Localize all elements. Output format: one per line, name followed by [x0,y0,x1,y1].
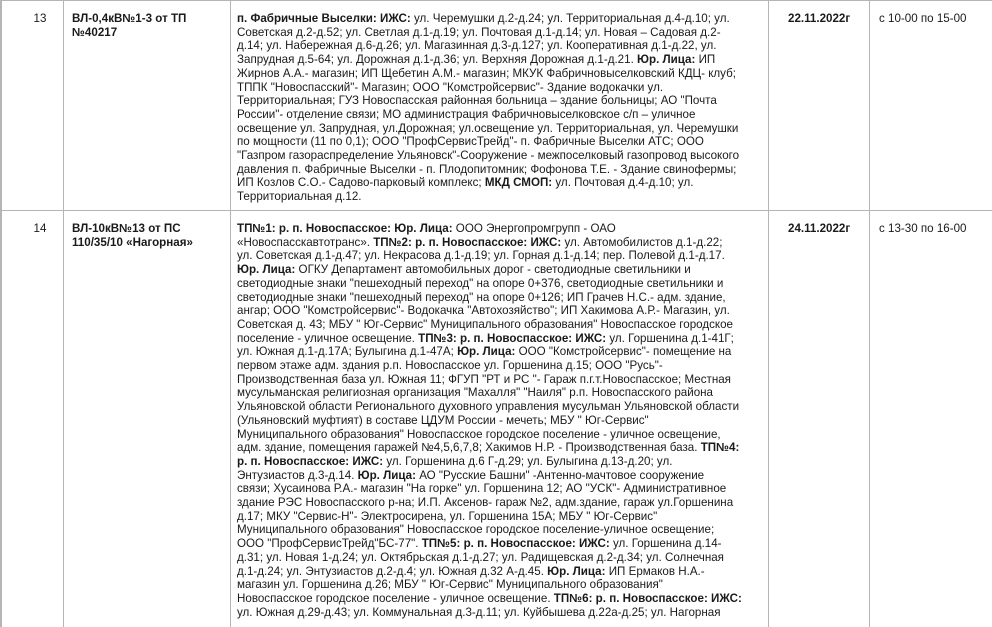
description-line [237,249,762,263]
power-line-name: ВЛ-10кВ№13 от ПС 110/35/10 «Нагорная» [72,222,193,249]
description-text-run: светодиодные знаки "пешеходный переход" на опоре 0+376, светодиодные светильники и [237,276,724,290]
description-bold-run: Юр. Лица: [457,345,519,359]
description-line [237,510,762,524]
description-line [237,592,762,606]
description-text-run: (Ульяновский муфтият) в составе ЦДУМ России - мечеть; МБУ " Юг-Сервис" [237,413,649,427]
description-text-run: ул. Горшенина д.1-41Г; [609,331,734,345]
description-line [237,496,762,510]
column-divider [63,1,64,627]
description-line [237,39,762,53]
description-text-run: ул. Черемушки д.2-д.24; ул. Территориальная д.4-д.10; ул. [414,12,730,25]
description-text-run: ООО "Комстройсервис"- помещение на [518,345,732,359]
description-line [237,53,762,67]
description-text-run: ООО "ПрофСервисТрейд"БС-77". [237,537,422,551]
description-text-run: первом этаже адм. здания р.п. Новоспасское ул. Горшенина д.15; ООО "Русь"- [237,359,663,373]
description-line [237,332,762,346]
description-text-run: магазин ул. Горшенина д.26; МБУ " Юг-Сервис" Муниципального образования" [237,578,663,592]
description-line [237,236,762,250]
description-text-run: ул. Советская д.1-д.47; ул. Некрасова д.1-д.19; ул. Горная д.1-д.14; пер. Полевой д.1-д.17. [237,249,725,263]
description-line [237,565,762,579]
description-text-run: ул. Почтовая д.4-д.10; ул. [555,176,694,190]
description-line [237,606,762,620]
description-bold-run: Юр. Лица: [237,263,299,277]
description-text-run: мусульманская религиозная организация "Махалля" "Наиля" р.п. Новоспасского района [237,386,713,400]
description-line [237,455,762,469]
description-line [237,263,762,277]
description-text-run: адм. здание, помещения гаражей №4,5,6,7,8; Хакимов Н.Р. - Производственная база. [237,441,701,455]
affected-consumers-description [237,12,762,204]
description-text-run: "Газпром газораспределение Ульяновск"-Сооружение - межпоселковый газопровод высокого [237,149,740,163]
description-line [237,414,762,428]
outage-time: с 13-30 по 16-00 [879,222,967,235]
description-text-run: д.14; ул. Набережная д.6-д.26; ул. Магазинная д.3-д.127; ул. Кооперативная д.1-д.22, ул. [237,39,717,53]
description-line [237,345,762,359]
description-text-run: АО "Русские Башни" -Антенно-мачтовое сооружение [419,468,705,482]
description-text-run: Территориальная д.12. [237,190,362,204]
description-bold-run: Юр. Лица: [357,468,420,482]
description-line [237,400,762,414]
description-line [237,277,762,291]
description-text-run: по мощности (11 по 0,1); ООО "ПрофСервисТрейд"- п. Фабричные Выселки АТС; ООО [237,135,704,149]
description-text-run: д.1-д.24; ул. Энтузиастов д.2-д.4; ул. Южная д.32 А-д.45. [237,564,548,578]
description-text-run: ИП Ермаков Н.А.- [608,564,705,578]
description-text-run: «Новоспасскавтотранс». [237,235,374,249]
description-text-run: Муниципального образования" Новоспасское городское поселение - уличное освещение, [237,427,721,441]
description-bold-run: Юр. Лица: [547,564,609,578]
description-text-run: ИП [698,53,716,67]
description-text-run: Жирнов А.А.- магазин; ИП Щебетин А.М.- магазин; МКУК Фабричновыселковский КДЦ- клуб; [237,66,736,80]
description-text-run: Новоспасское городское поселение - уличное освещение. [237,591,554,605]
description-text-run: России"- отделение связи; МО администрация Фабричновыселковское с/п – уличное [237,107,696,121]
description-text-run: Запрудная д.5-64; ул. Дорожная д.1-д.36; ул. Верхняя Дорожная д.1-д.21. [237,53,638,67]
description-line [237,469,762,483]
description-text-run: д.31; ул. Новая 1-д.24; ул. Октябрьская д.1-д.27; ул. Радищевская д.2-д.34; ул. Солнечная [237,550,724,564]
row-divider [1,210,992,211]
description-text-run: Советская д. 43; МБУ " Юг-Сервис" Муниципального образования" Новоспасское городское [237,317,733,331]
description-line [237,108,762,122]
description-line [237,386,762,400]
description-text-run: ул. Южная д.29-д.43; ул. Коммунальная д.3-д.11; ул. Куйбышева д.22а-д.25; ул. Нагорная [237,605,721,619]
description-line [237,359,762,373]
description-line [237,26,762,40]
description-line [237,537,762,551]
table-border-left [1,1,2,627]
description-line [237,318,762,332]
description-bold-run: ТП№5: р. п. Новоспасское: ИЖС: [421,537,613,551]
description-text-run: здание РЭС Новоспасского р-на; И.П. Аксенов- гараж №2, адм.здание, гараж ул.Горшенина [237,496,734,510]
description-bold-run: р. п. Новоспасское: ИЖС: [237,454,387,468]
description-bold-run: ТП№2: р. п. Новоспасское: ИЖС: [373,235,565,249]
description-bold-run: п. Фабричные Выселки: ИЖС: [237,12,414,25]
description-text-run: Производственная база ул. Южная 11; ФГУП "РТ и РС "- Гараж п.г.т.Новоспасское; Местная [237,372,731,386]
description-bold-run: ТП№4: [700,441,740,455]
description-text-run: ООО Энергопромгрупп - ОАО [455,222,616,235]
description-line [237,578,762,592]
description-text-run: ул. Горшенина д.14- [612,537,722,551]
description-line [237,441,762,455]
power-line-name: ВЛ-0,4кВ№1-3 от ТП №40217 [72,12,187,39]
description-text-run: Ульяновской области Регионального духовного управления мусульман Ульяновской области [237,400,740,414]
description-text-run: ОГКУ Департамент автомобильных дорог - светодиодные светильники и [298,263,691,277]
description-text-run: ангар; ООО "Комстройсервис"- Водокачка "Автохозяйство"; ИП Хакимова А.Р.- Магазин, ул. [237,304,730,318]
description-line [237,176,762,190]
description-line [237,122,762,136]
description-text-run: ул. Горшенина д.6 Г-д.29; ул. Булыгина д.13-д.20; ул. [386,454,673,468]
column-divider [869,1,870,627]
description-text-run: ТППК "Новоспасский"- Магазин; ООО "Комстройсервис"- Здание водокачки ул. [237,80,664,94]
description-text-run: поселение - уличное освещение. [237,331,419,345]
description-text-run: Муниципального образования" Новоспасское городское поселение-уличное освещение; [237,523,715,537]
description-text-run: освещение ул. Запрудная, ул.Дорожная; ул.освещение ул. Территориальная, ул. Черемушки [237,121,739,135]
description-bold-run: МКД СМОП: [484,176,556,190]
description-bold-run: ТП№3: р. п. Новоспасское: ИЖС: [418,331,610,345]
description-line [237,94,762,108]
outage-time: с 10-00 по 15-00 [879,12,967,25]
description-line [237,523,762,537]
description-text-run: ИП Козлов С.О.- Садово-парковый комплекс; [237,176,485,190]
description-line [237,373,762,387]
description-line [237,12,762,26]
column-divider [230,1,231,627]
description-text-run: Территориальная; ГУЗ Новоспасская районная больница – здание больницы; АО "Почта [237,94,717,108]
outage-date: 24.11.2022г [788,222,851,235]
description-text-run: давления п. Фабричные Выселки - п. Плодопитомник; Фофонова Т.Е. - Здание свинофермы; [237,162,737,176]
description-text-run: светодиодные знаки "пешеходный переход" на опоре 0+126; ИП Грачев Н.С.- адм. здание, [237,290,726,304]
description-line [237,222,762,236]
description-line [237,163,762,177]
affected-consumers-description [237,222,762,619]
description-text-run: связи; Хусаинова Р.А.- магазин "На горке" ул. Горшенина 12; АО "УСК"- Административное [237,482,727,496]
description-line [237,428,762,442]
description-bold-run: ТП№1: р. п. Новоспасское: Юр. Лица: [237,222,456,235]
description-line [237,482,762,496]
description-bold-run: Юр. Лица: [637,53,699,67]
description-text-run: д.17; МКУ "Сервис-Н"- Электросирена, ул. Горшенина 15А; МБУ " Юг-Сервис" [237,509,658,523]
outage-date: 22.11.2022г [788,12,851,25]
row-number: 13 [33,12,47,25]
description-line [237,291,762,305]
description-line [237,67,762,81]
column-divider [768,1,769,627]
description-line [237,135,762,149]
description-line [237,149,762,163]
description-text-run: ул. Автомобилистов д.1-д.22; [564,235,723,249]
row-number: 14 [33,222,47,235]
description-line [237,81,762,95]
description-line [237,304,762,318]
description-line [237,190,762,204]
description-bold-run: ТП№6: р. п. Новоспасское: ИЖС: [553,591,742,605]
description-line [237,551,762,565]
description-text-run: Советская д.2-д.52; ул. Светлая д.1-д.19; ул. Почтовая д.1-д.14; ул. Новая – Садовая д.2- [237,25,721,39]
description-text-run: Энтузиастов д.3-д.14. [237,468,358,482]
description-text-run: ул. Южная д.1-д.17А; Булыгина д.1-47А; [237,345,458,359]
